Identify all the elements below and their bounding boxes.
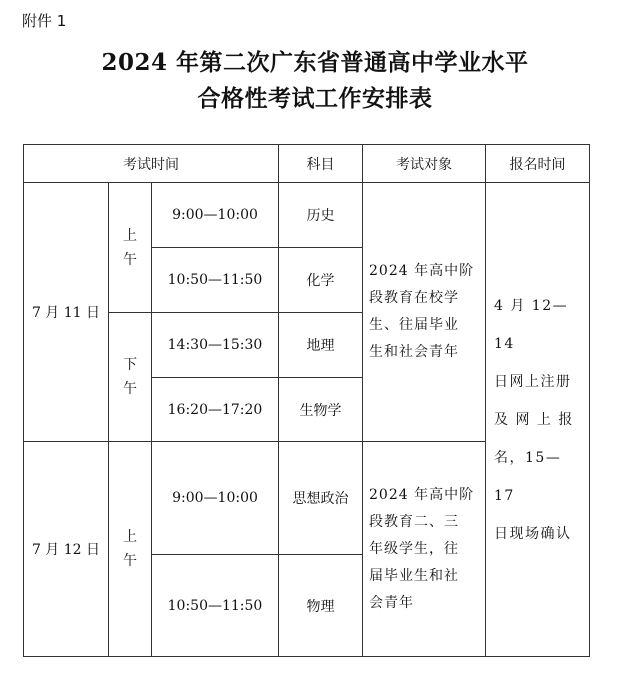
time-cell: 10:50—11:50 — [152, 555, 279, 657]
exam-schedule-table — [23, 144, 590, 657]
header-exam-time: 考试时间 — [24, 145, 279, 183]
day2-date: 7 月 12 日 — [24, 442, 109, 657]
table-row — [24, 183, 590, 248]
header-target: 考试对象 — [363, 145, 486, 183]
subject-cell: 生物学 — [279, 378, 363, 442]
time-cell: 16:20—17:20 — [152, 378, 279, 442]
day1-morning-label: 上 午 — [109, 183, 152, 313]
time-cell: 14:30—15:30 — [152, 313, 279, 378]
time-cell: 9:00—10:00 — [152, 442, 279, 555]
document-title-line-1: 2024 年第二次广东省普通高中学业水平 — [101, 49, 529, 76]
header-registration: 报名时间 — [486, 145, 590, 183]
registration-time: 4 月 12—14 日网上注册 及 网 上 报 名，15—17 日现场确认 — [486, 183, 590, 657]
subject-cell: 思想政治 — [279, 442, 363, 555]
document-title-line-2: 合格性考试工作安排表 — [197, 85, 433, 112]
attachment-label: 附件 1 — [22, 12, 67, 30]
subject-cell: 物理 — [279, 555, 363, 657]
day1-target: 2024 年高中阶 段教育在校学 生、往届毕业 生和社会青年 — [363, 183, 486, 442]
day2-morning-label: 上 午 — [109, 442, 152, 657]
day1-afternoon-label: 下 午 — [109, 313, 152, 442]
day1-date: 7 月 11 日 — [24, 183, 109, 442]
header-row — [24, 145, 590, 183]
subject-cell: 化学 — [279, 248, 363, 313]
subject-cell: 历史 — [279, 183, 363, 248]
subject-cell: 地理 — [279, 313, 363, 378]
header-subject: 科目 — [279, 145, 363, 183]
day2-target: 2024 年高中阶 段教育二、三 年级学生，往 届毕业生和社 会青年 — [363, 442, 486, 657]
time-cell: 9:00—10:00 — [152, 183, 279, 248]
time-cell: 10:50—11:50 — [152, 248, 279, 313]
